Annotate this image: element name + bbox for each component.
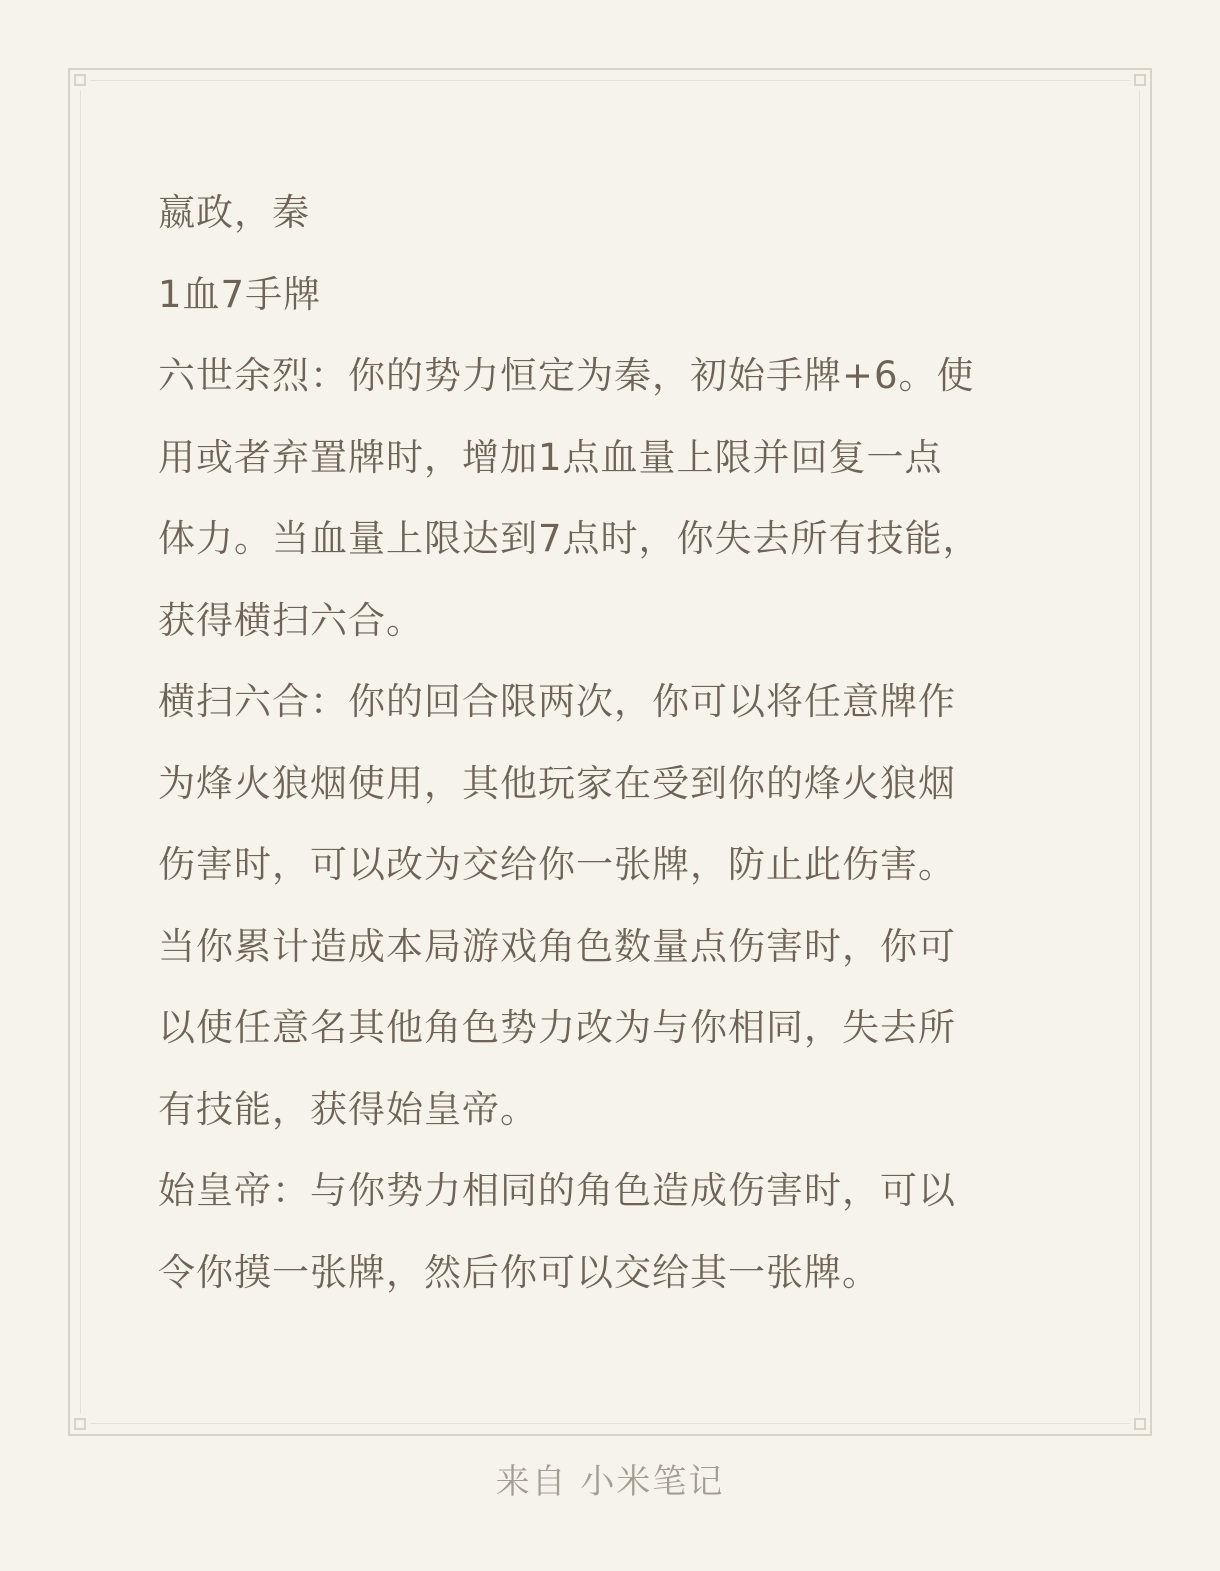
note-content[interactable] [158,172,1078,1313]
note-line: 为烽火狼烟使用，其他玩家在受到你的烽火狼烟 [158,761,956,805]
note-line: 当你累计造成本局游戏角色数量点伤害时，你可 [158,924,956,968]
note-line: 横扫六合：你的回合限两次，你可以将任意牌作 [158,680,956,723]
note-stats: 1血7手牌 [158,272,322,316]
note-line: 六世余烈：你的势力恒定为秦，初始手牌+6。使 [158,354,975,397]
frame-corner-ornament [1130,68,1152,90]
note-line: 体力。当血量上限达到7点时，你失去所有技能， [158,517,981,560]
note-line: 获得横扫六合。 [158,598,424,642]
source-footer: 来自 小米笔记 [495,1462,725,1502]
frame-corner-ornament [68,1414,90,1436]
note-line: 令你摸一张牌，然后你可以交给其一张牌。 [158,1250,880,1294]
note-line: 有技能，获得始皇帝。 [158,1087,538,1131]
note-title: 嬴政，秦 [158,191,310,234]
note-line: 始皇帝：与你势力相同的角色造成伤害时，可以 [158,1169,956,1212]
note-line: 以使任意名其他角色势力改为与你相同，失去所 [158,1006,956,1049]
note-line: 伤害时，可以改为交给你一张牌，防止此伤害。 [158,843,956,886]
frame-corner-ornament [68,68,90,90]
note-line: 用或者弃置牌时，增加1点血量上限并回复一点 [158,435,943,479]
frame-corner-ornament [1130,1414,1152,1436]
